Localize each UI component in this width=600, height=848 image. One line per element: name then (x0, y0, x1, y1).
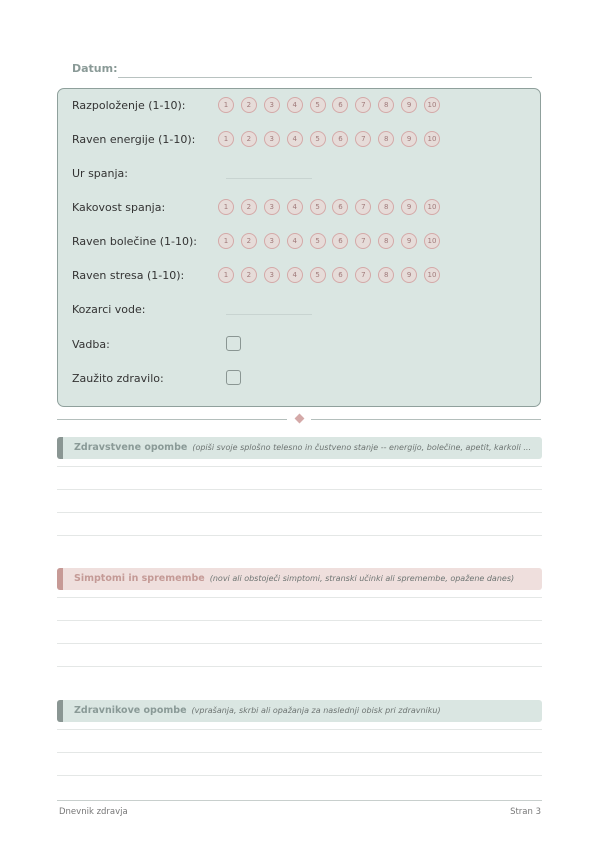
energy-label: Raven energije (1-10): (72, 133, 196, 146)
rating-circle[interactable]: 5 (310, 97, 326, 113)
rating-circle[interactable]: 1 (218, 199, 234, 215)
sleep-hours-field[interactable] (226, 178, 312, 179)
exercise-row (72, 335, 532, 355)
sleep-hours-label: Ur spanja: (72, 167, 128, 180)
writing-line[interactable] (57, 752, 542, 753)
pain-label: Raven bolečine (1-10): (72, 235, 198, 248)
rating-circle[interactable]: 7 (355, 131, 371, 147)
stress-row (72, 266, 532, 286)
writing-line[interactable] (57, 666, 542, 667)
date-row (72, 62, 532, 80)
pain-row (72, 232, 532, 252)
water-row (72, 300, 532, 320)
symptoms-title: Simptomi in spremembe (74, 573, 205, 584)
header-accent-bar (57, 700, 63, 722)
mood-label: Razpoloženje (1-10): (72, 99, 186, 112)
rating-circle[interactable]: 6 (332, 199, 348, 215)
doctor-notes-header (57, 700, 542, 722)
divider-line-left (57, 419, 287, 420)
rating-circle[interactable]: 7 (355, 233, 371, 249)
rating-circle[interactable]: 4 (287, 97, 303, 113)
writing-line[interactable] (57, 512, 542, 513)
sleep-quality-row (72, 198, 532, 218)
rating-circle[interactable]: 1 (218, 131, 234, 147)
rating-circle[interactable]: 8 (378, 97, 394, 113)
rating-circle[interactable]: 10 (424, 267, 440, 283)
rating-circle[interactable]: 5 (310, 267, 326, 283)
rating-circle[interactable]: 9 (401, 97, 417, 113)
rating-circle[interactable]: 9 (401, 267, 417, 283)
rating-circle[interactable]: 7 (355, 97, 371, 113)
rating-circle[interactable]: 2 (241, 233, 257, 249)
rating-circle[interactable]: 6 (332, 233, 348, 249)
mood-row (72, 96, 532, 116)
writing-line[interactable] (57, 489, 542, 490)
writing-line[interactable] (57, 643, 542, 644)
daily-tracker-panel (57, 88, 541, 407)
rating-circle[interactable]: 10 (424, 131, 440, 147)
rating-circle[interactable]: 5 (310, 131, 326, 147)
rating-circle[interactable]: 6 (332, 97, 348, 113)
rating-circle[interactable]: 5 (310, 199, 326, 215)
stress-scale (218, 267, 447, 283)
rating-circle[interactable]: 3 (264, 131, 280, 147)
date-field[interactable] (118, 77, 532, 78)
footer-rule (57, 800, 542, 801)
rating-circle[interactable]: 2 (241, 199, 257, 215)
health-notes-hint: (opiši svoje splošno telesno in čustveno stanje -- energijo, bolečine, apetit, karkoli ... (192, 443, 532, 452)
water-field[interactable] (226, 314, 312, 315)
footer-title: Dnevnik zdravja (59, 807, 128, 817)
section-divider (57, 419, 541, 421)
rating-circle[interactable]: 1 (218, 267, 234, 283)
writing-line[interactable] (57, 620, 542, 621)
exercise-label: Vadba: (72, 338, 110, 351)
writing-line[interactable] (57, 729, 542, 730)
pain-scale (218, 233, 447, 249)
water-label: Kozarci vode: (72, 303, 146, 316)
writing-line[interactable] (57, 775, 542, 776)
rating-circle[interactable]: 2 (241, 97, 257, 113)
rating-circle[interactable]: 10 (424, 97, 440, 113)
doctor-notes-title: Zdravnikove opombe (74, 705, 187, 716)
rating-circle[interactable]: 4 (287, 267, 303, 283)
medication-checkbox[interactable] (226, 370, 241, 385)
stress-label: Raven stresa (1-10): (72, 269, 185, 282)
rating-circle[interactable]: 3 (264, 267, 280, 283)
rating-circle[interactable]: 8 (378, 199, 394, 215)
date-label: Datum: (72, 62, 118, 75)
writing-line[interactable] (57, 535, 542, 536)
rating-circle[interactable]: 9 (401, 131, 417, 147)
rating-circle[interactable]: 8 (378, 233, 394, 249)
rating-circle[interactable]: 6 (332, 131, 348, 147)
symptoms-hint: (novi ali obstoječi simptomi, stranski učinki ali spremembe, opažene danes) (209, 574, 515, 583)
rating-circle[interactable]: 8 (378, 131, 394, 147)
sleep-quality-label: Kakovost spanja: (72, 201, 166, 214)
page-number: Stran 3 (510, 807, 541, 817)
header-accent-bar (57, 437, 63, 459)
writing-line[interactable] (57, 597, 542, 598)
medication-row (72, 369, 532, 389)
rating-circle[interactable]: 3 (264, 97, 280, 113)
rating-circle[interactable]: 4 (287, 233, 303, 249)
rating-circle[interactable]: 2 (241, 131, 257, 147)
mood-scale (218, 97, 447, 113)
health-notes-header (57, 437, 542, 459)
health-notes-title: Zdravstvene opombe (74, 442, 188, 453)
rating-circle[interactable]: 7 (355, 199, 371, 215)
diamond-ornament (295, 414, 305, 424)
rating-circle[interactable]: 10 (424, 199, 440, 215)
rating-circle[interactable]: 6 (332, 267, 348, 283)
exercise-checkbox[interactable] (226, 336, 241, 351)
energy-row (72, 130, 532, 150)
sleep-hours-row (72, 164, 532, 184)
rating-circle[interactable]: 2 (241, 267, 257, 283)
symptoms-header (57, 568, 542, 590)
rating-circle[interactable]: 3 (264, 233, 280, 249)
rating-circle[interactable]: 5 (310, 233, 326, 249)
rating-circle[interactable]: 7 (355, 267, 371, 283)
rating-circle[interactable]: 1 (218, 233, 234, 249)
rating-circle[interactable]: 9 (401, 233, 417, 249)
medication-label: Zaužito zdravilo: (72, 372, 164, 385)
rating-circle[interactable]: 4 (287, 131, 303, 147)
doctor-notes-hint: (vprašanja, skrbi ali opažanja za naslednji obisk pri zdravniku) (191, 706, 441, 715)
header-accent-bar (57, 568, 63, 590)
writing-line[interactable] (57, 466, 542, 467)
sleep-quality-scale (218, 199, 447, 215)
energy-scale (218, 131, 447, 147)
rating-circle[interactable]: 10 (424, 233, 440, 249)
rating-circle[interactable]: 8 (378, 267, 394, 283)
rating-circle[interactable]: 4 (287, 199, 303, 215)
rating-circle[interactable]: 9 (401, 199, 417, 215)
rating-circle[interactable]: 1 (218, 97, 234, 113)
rating-circle[interactable]: 3 (264, 199, 280, 215)
divider-line-right (311, 419, 541, 420)
